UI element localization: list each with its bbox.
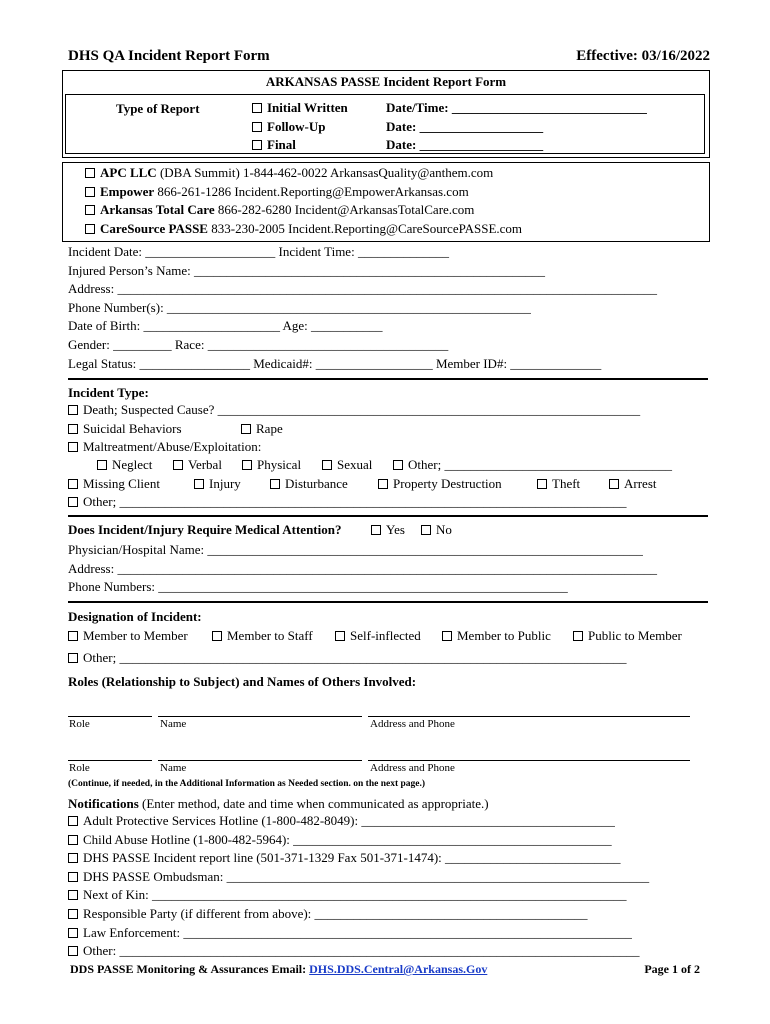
notifications-list: [68, 812, 649, 961]
sub-physical[interactable]: Physical: [242, 456, 301, 475]
option-follow-up[interactable]: Follow-Up: [252, 118, 348, 137]
checkbox[interactable]: [68, 909, 78, 919]
sub-neglect[interactable]: Neglect: [97, 456, 152, 475]
date-time-field[interactable]: Date/Time: ______________________________: [386, 100, 647, 115]
notify-next-of-kin[interactable]: Next of Kin: _________________________________________________________________________: [68, 886, 649, 905]
medical-no[interactable]: No: [421, 521, 452, 540]
checkbox[interactable]: [371, 525, 381, 535]
checkbox[interactable]: [322, 460, 332, 470]
passe-arkansas-total-care[interactable]: Arkansas Total Care 866-282-6280 Incident@ArkansasTotalCare.com: [85, 201, 522, 220]
checkbox[interactable]: [68, 890, 78, 900]
medical-yes[interactable]: Yes: [371, 521, 405, 540]
person-info: [68, 243, 657, 373]
checkbox[interactable]: [85, 168, 95, 178]
date-field-1[interactable]: Date: ___________________: [386, 118, 544, 134]
report-type-box: [62, 70, 710, 158]
passe-list: [85, 164, 522, 238]
report-type-inner-box: [65, 94, 705, 154]
checkbox[interactable]: [212, 631, 222, 641]
incident-arrest[interactable]: Arrest: [609, 475, 657, 494]
medical-fields: [68, 541, 657, 597]
checkbox[interactable]: [68, 653, 78, 663]
checkbox[interactable]: [173, 460, 183, 470]
checkbox[interactable]: [68, 497, 78, 507]
incident-property-destruction[interactable]: Property Destruction: [378, 475, 502, 494]
passe-empower[interactable]: Empower 866-261-1286 Incident.Reporting@EmpowerArkansas.com: [85, 183, 522, 202]
designation-other[interactable]: Other; ______________________________________________________________________________: [68, 649, 626, 668]
checkbox[interactable]: [241, 424, 251, 434]
checkbox[interactable]: [442, 631, 452, 641]
incident-disturbance[interactable]: Disturbance: [270, 475, 348, 494]
passe-apc[interactable]: APC LLC (DBA Summit) 1-844-462-0022 ArkansasQuality@anthem.com: [85, 164, 522, 183]
role-label: Role: [69, 762, 90, 774]
incident-death[interactable]: Death; Suspected Cause? _________________________________________________________________: [68, 401, 640, 420]
checkbox[interactable]: [68, 631, 78, 641]
medical-question: Does Incident/Injury Require Medical Attention?: [68, 522, 342, 537]
physician-hospital-field[interactable]: Physician/Hospital Name: ___________________________________________________________________: [68, 542, 643, 557]
incident-rape[interactable]: Rape: [241, 420, 283, 439]
notify-dhs-passe-line[interactable]: DHS PASSE Incident report line (501-371-1329 Fax 501-371-1474): ___________________________: [68, 849, 649, 868]
date-field-2[interactable]: Date: ___________________: [386, 137, 544, 153]
designation-heading: Designation of Incident:: [68, 609, 202, 624]
checkbox[interactable]: [421, 525, 431, 535]
form-title: DHS QA Incident Report Form: [68, 48, 270, 64]
checkbox[interactable]: [378, 479, 388, 489]
checkbox[interactable]: [252, 122, 262, 132]
incident-missing-client[interactable]: Missing Client: [68, 475, 160, 494]
dob-age-field[interactable]: Date of Birth: _____________________ Age: ___________: [68, 318, 383, 334]
address-line[interactable]: [368, 760, 690, 761]
checkbox[interactable]: [573, 631, 583, 641]
footer-email-link[interactable]: DHS.DDS.Central@Arkansas.Gov: [309, 962, 488, 976]
checkbox[interactable]: [68, 872, 78, 882]
medical-address-field[interactable]: Address: ___________________________________________________________________________________: [68, 560, 657, 576]
type-of-report-label: Type of Report: [116, 101, 200, 116]
checkbox[interactable]: [68, 405, 78, 415]
sub-sexual[interactable]: Sexual: [322, 456, 372, 475]
legal-status-field[interactable]: Legal Status: _________________ Medicaid#: __________________ Member ID#: ______________: [68, 355, 602, 371]
address-phone-label: Address and Phone: [370, 718, 455, 730]
address-phone-label: Address and Phone: [370, 762, 455, 774]
role-line[interactable]: [68, 760, 152, 761]
name-line[interactable]: [158, 716, 362, 717]
sub-other[interactable]: Other; ___________________________________: [393, 456, 672, 475]
designation-public-to-member[interactable]: Public to Member: [573, 627, 682, 646]
checkbox[interactable]: [68, 442, 78, 452]
checkbox[interactable]: [68, 853, 78, 863]
incident-suicidal[interactable]: Suicidal Behaviors: [68, 420, 182, 439]
medical-phone-field[interactable]: Phone Numbers: _______________________________________________________________: [68, 579, 568, 595]
checkbox[interactable]: [252, 103, 262, 113]
sub-verbal[interactable]: Verbal: [173, 456, 222, 475]
incident-maltreatment[interactable]: Maltreatment/Abuse/Exploitation:: [68, 438, 261, 457]
notify-other[interactable]: Other: ________________________________________________________________________________: [68, 942, 649, 961]
checkbox[interactable]: [97, 460, 107, 470]
roles-heading: Roles (Relationship to Subject) and Names of Others Involved:: [68, 674, 417, 689]
checkbox[interactable]: [68, 424, 78, 434]
checkbox[interactable]: [252, 140, 262, 150]
incident-type-heading: Incident Type:: [68, 385, 149, 400]
section-divider: [68, 601, 708, 603]
incident-date-time[interactable]: Incident Date: ____________________ Incident Time: ______________: [68, 244, 449, 259]
report-type-options: [252, 99, 348, 155]
designation-self-inflected[interactable]: Self-inflected: [335, 627, 421, 646]
designation-member-to-public[interactable]: Member to Public: [442, 627, 551, 646]
notify-responsible-party[interactable]: Responsible Party (if different from above): __________________________________________: [68, 905, 649, 924]
checkbox[interactable]: [85, 205, 95, 215]
checkbox[interactable]: [68, 928, 78, 938]
checkbox[interactable]: [68, 835, 78, 845]
notifications-heading: Notifications (Enter method, date and time when communicated as appropriate.): [68, 796, 489, 811]
designation-member-to-staff[interactable]: Member to Staff: [212, 627, 313, 646]
checkbox[interactable]: [335, 631, 345, 641]
notify-law-enforcement[interactable]: Law Enforcement: _____________________________________________________________________: [68, 924, 649, 943]
name-label: Name: [160, 762, 187, 774]
notify-child-abuse[interactable]: Child Abuse Hotline (1-800-482-5964): _________________________________________________: [68, 831, 649, 850]
notify-ombudsman[interactable]: DHS PASSE Ombudsman: _________________________________________________________________: [68, 868, 649, 887]
checkbox[interactable]: [537, 479, 547, 489]
continue-note: (Continue, if needed, in the Additional Information as Needed section. on the next page.): [68, 779, 426, 789]
name-label: Name: [160, 718, 187, 730]
checkbox[interactable]: [194, 479, 204, 489]
gender-race-field[interactable]: Gender: _________ Race: _____________________________________: [68, 336, 449, 352]
section-divider: [68, 515, 708, 517]
section-divider: [68, 378, 708, 380]
checkbox[interactable]: [85, 224, 95, 234]
checkbox[interactable]: [68, 479, 78, 489]
passe-providers-box: [62, 162, 710, 242]
report-date-fields: [386, 99, 647, 155]
name-line[interactable]: [158, 760, 362, 761]
checkbox[interactable]: [393, 460, 403, 470]
role-line[interactable]: [68, 716, 152, 717]
incident-other[interactable]: Other; ______________________________________________________________________________: [68, 493, 626, 512]
passe-caresource[interactable]: CareSource PASSE 833-230-2005 Incident.Reporting@CareSourcePASSE.com: [85, 220, 522, 239]
checkbox[interactable]: [270, 479, 280, 489]
notify-adult-protective[interactable]: Adult Protective Services Hotline (1-800-482-8049): _______________________________________: [68, 812, 649, 831]
injured-person-name[interactable]: Injured Person’s Name: ______________________________________________________: [68, 262, 546, 278]
report-box-title: ARKANSAS PASSE Incident Report Form: [265, 74, 507, 89]
effective-date: Effective: 03/16/2022: [576, 48, 710, 64]
role-label: Role: [69, 718, 90, 730]
designation-member-to-member[interactable]: Member to Member: [68, 627, 188, 646]
page-number: Page 1 of 2: [644, 962, 700, 976]
checkbox[interactable]: [68, 946, 78, 956]
incident-injury[interactable]: Injury: [194, 475, 241, 494]
checkbox[interactable]: [85, 187, 95, 197]
option-initial-written[interactable]: Initial Written: [252, 99, 348, 118]
option-final[interactable]: Final: [252, 136, 348, 155]
incident-theft[interactable]: Theft: [537, 475, 580, 494]
address-line[interactable]: [368, 716, 690, 717]
checkbox[interactable]: [609, 479, 619, 489]
address-field[interactable]: Address: ___________________________________________________________________________________: [68, 281, 657, 297]
checkbox[interactable]: [68, 816, 78, 826]
checkbox[interactable]: [242, 460, 252, 470]
footer-email-line: DDS PASSE Monitoring & Assurances Email: DHS.DDS.Central@Arkansas.Gov: [70, 962, 488, 976]
phone-number-field[interactable]: Phone Number(s): ________________________________________________________: [68, 299, 531, 315]
